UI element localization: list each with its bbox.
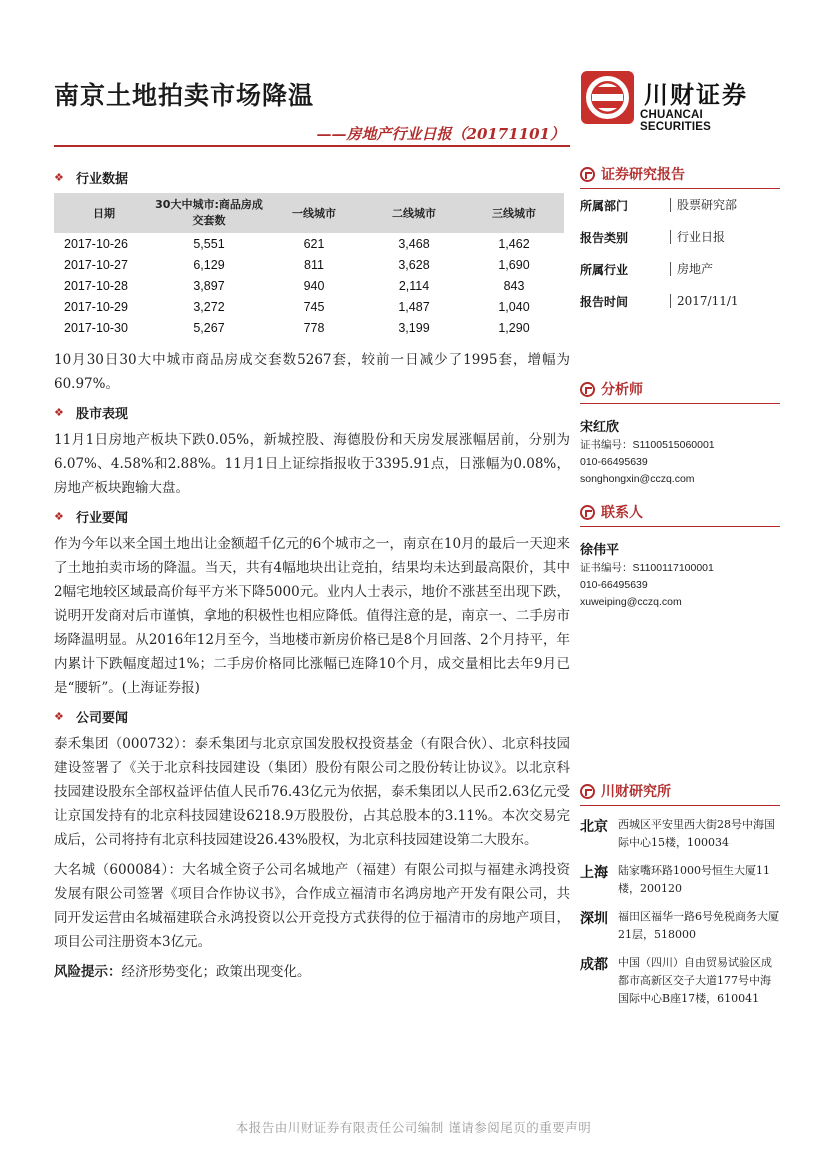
contact-email[interactable]: xuweiping@cczq.com [580, 596, 682, 608]
header-divider [54, 145, 570, 147]
cell-tier3: 1,462 [498, 236, 530, 251]
cell-date: 2017-10-26 [64, 236, 128, 251]
cell-tier3: 1,040 [498, 299, 530, 314]
office-chengdu [580, 954, 780, 1008]
divider [580, 403, 780, 404]
cell-30-cities: 3,272 [193, 299, 225, 314]
contact-card [580, 539, 780, 611]
cell-tier1: 778 [303, 320, 325, 335]
contact-phone: 010-66495639 [580, 579, 648, 591]
divider [580, 526, 780, 527]
office-shanghai [580, 862, 780, 898]
company-logo [580, 67, 770, 133]
report-title: 南京土地拍卖市场降温 [54, 81, 315, 110]
risk-label: 风险提示： [54, 964, 122, 980]
contact-name: 徐伟平 [580, 543, 620, 558]
office-address: 陆家嘴环路1000号恒生大厦11楼，200120 [618, 864, 770, 895]
cell-30-cities: 6,129 [193, 257, 225, 272]
cell-tier2: 1,487 [398, 299, 430, 314]
cell-tier3: 843 [503, 278, 525, 293]
report-info-heading: 证券研究报告 [580, 162, 780, 186]
cell-tier1: 811 [304, 257, 324, 272]
logo-chinese-name: 川财证券 [644, 81, 748, 109]
cell-tier1: 940 [303, 278, 325, 293]
office-beijing [580, 816, 780, 852]
cell-date: 2017-10-28 [64, 278, 128, 293]
section-industry-data [54, 165, 570, 189]
section-company-news [54, 704, 570, 728]
office-city: 北京 [580, 819, 608, 835]
risk-text: 经济形势变化；政策出现变化。 [121, 964, 311, 980]
meta-industry: 所属行业 房地产 [580, 262, 714, 277]
divider [580, 805, 780, 806]
report-subtitle: ——房地产行业日报（20171101） [316, 125, 565, 143]
data-summary-paragraph: 10月30日30大中城市商品房成交套数5267套，较前一日减少了1995套，增幅为60.97%。 [54, 352, 570, 392]
analyst-card [580, 416, 780, 488]
meta-report-date: 报告时间 2017/11/1 [580, 294, 739, 309]
cell-date: 2017-10-27 [64, 257, 128, 272]
office-address: 福田区福华一路6号免税商务大厦21层，518000 [618, 910, 779, 941]
logo-english-name: CHUANCAI SECURITIES [640, 109, 712, 133]
table-row [54, 254, 564, 275]
office-city: 成都 [580, 957, 608, 973]
office-city: 深圳 [580, 911, 608, 927]
diamond-bullet-icon: ❖ [54, 170, 64, 184]
sales-table [54, 193, 564, 338]
company-news-paragraph-2: 大名城（600084）：大名城全资子公司名城地产（福建）有限公司拟与福建永鸿投资发展有限公司签署《项目合作协议书》，合作成立福清市名鸿房地产开发有限公司，共同开发运营由名城福建联合永鸿投资以公开竞投方式获得的位于福清市的房地产项目，项目公司注册资本3亿元。 [54, 862, 570, 950]
risk-warning [54, 960, 570, 984]
diamond-bullet-icon: ❖ [54, 405, 64, 419]
cell-30-cities: 3,897 [193, 278, 225, 293]
section-heading: 公司要闻 [76, 710, 129, 726]
cell-tier3: 1,690 [498, 257, 530, 272]
cell-tier3: 1,290 [498, 320, 530, 335]
table-header-row [54, 193, 564, 233]
col-date: 日期 [54, 193, 154, 233]
table-row [54, 275, 564, 296]
cell-tier2: 3,628 [398, 257, 430, 272]
cell-30-cities: 5,267 [193, 320, 225, 335]
cell-date: 2017-10-30 [64, 320, 128, 335]
col-tier1: 一线城市 [264, 193, 364, 233]
circle-arrow-icon [580, 382, 595, 397]
office-address: 中国（四川）自由贸易试验区成都市高新区交子大道177号中海国际中心B座17楼，610041 [618, 956, 772, 1005]
circle-arrow-icon [580, 505, 595, 520]
cell-30-cities: 5,551 [193, 236, 225, 251]
analyst-email[interactable]: songhongxin@cczq.com [580, 473, 695, 485]
table-row [54, 317, 564, 338]
contact-heading: 联系人 [580, 500, 780, 524]
circle-arrow-icon [580, 784, 595, 799]
analyst-name: 宋红欣 [580, 420, 620, 435]
table-row [54, 296, 564, 317]
company-news-paragraph-1: 泰禾集团（000732）：泰禾集团与北京京国发股权投资基金（有限合伙）、北京科技园建设签署了《关于北京科技园建设（集团）股份有限公司之股份转让协议》。以北京科技园建设股东全部权益评估值人民币76.43亿元为依据，泰禾集团以人民币2.63亿元受让京国发持有的北京科技园建设6218.9万股股份，占其总股本的3.11%。本次交易完成后，公司将持有北京科技园建设26.43%股权，为北京科技园建设第二大股东。 [54, 736, 570, 848]
meta-department: 所属部门 股票研究部 [580, 198, 738, 213]
main-content [54, 162, 570, 984]
table-row [54, 233, 564, 254]
cell-tier2: 2,114 [398, 278, 430, 293]
stock-paragraph: 11月1日房地产板块下跌0.05%，新城控股、海德股份和天房发展涨幅居前，分别为6.07%、4.58%和2.88%。11月1日上证综指报收于3395.91点，日涨幅为0.08%，房地产板块跑输大盘。 [54, 432, 570, 496]
diamond-bullet-icon: ❖ [54, 509, 64, 523]
section-heading: 股市表现 [76, 406, 129, 422]
section-stock [54, 400, 570, 424]
contact-cert: 证书编号：S1100117100001 [580, 562, 714, 574]
cell-tier1: 621 [303, 236, 325, 251]
cell-tier2: 3,468 [398, 236, 430, 251]
cell-tier2: 3,199 [398, 320, 430, 335]
institute-heading: 川财研究所 [580, 779, 780, 803]
analyst-heading: 分析师 [580, 377, 780, 401]
section-heading: 行业数据 [76, 171, 129, 187]
analyst-cert: 证书编号：S1100515060001 [580, 439, 715, 451]
diamond-bullet-icon: ❖ [54, 709, 64, 723]
col-tier2: 二线城市 [364, 193, 464, 233]
cell-tier1: 745 [303, 299, 325, 314]
col-tier3: 三线城市 [464, 193, 564, 233]
section-heading: 行业要闻 [76, 510, 129, 526]
section-industry-news [54, 504, 570, 528]
circle-arrow-icon [580, 167, 595, 182]
meta-report-type: 报告类别 行业日报 [580, 230, 726, 245]
analyst-phone: 010-66495639 [580, 456, 648, 468]
page-footer-disclaimer: 本报告由川财证券有限责任公司编制 谨请参阅尾页的重要声明 [235, 1120, 592, 1135]
col-30-cities: 30大中城市:商品房成交套数 [154, 193, 264, 233]
sidebar [580, 162, 780, 1008]
industry-news-paragraph: 作为今年以来全国土地出让金额超千亿元的6个城市之一，南京在10月的最后一天迎来了土地拍卖市场的降温。当天，共有4幅地块出让竞拍，结果均未达到最高限价，其中2幅宅地较区域最高价每平方米下降5000元。业内人士表示，地价不涨甚至出现下跌，说明开发商对后市谨慎，拿地的积极性也相应降低。值得注意的是，南京一、二手房市场降温明显。从2016年12月至今，当地楼市新房价格已是8个月回落、2个月持平，年内累计下跌幅度超过1%；二手房价格同比涨幅已连降10个月，成交量相比去年9月已是“腰斩”。(上海证券报) [54, 536, 570, 696]
cell-date: 2017-10-29 [64, 299, 128, 314]
office-address: 西城区平安里西大街28号中海国际中心15楼，100034 [618, 818, 775, 849]
chuancai-logo-icon [580, 70, 635, 125]
office-city: 上海 [580, 865, 608, 881]
office-shenzhen [580, 908, 780, 944]
